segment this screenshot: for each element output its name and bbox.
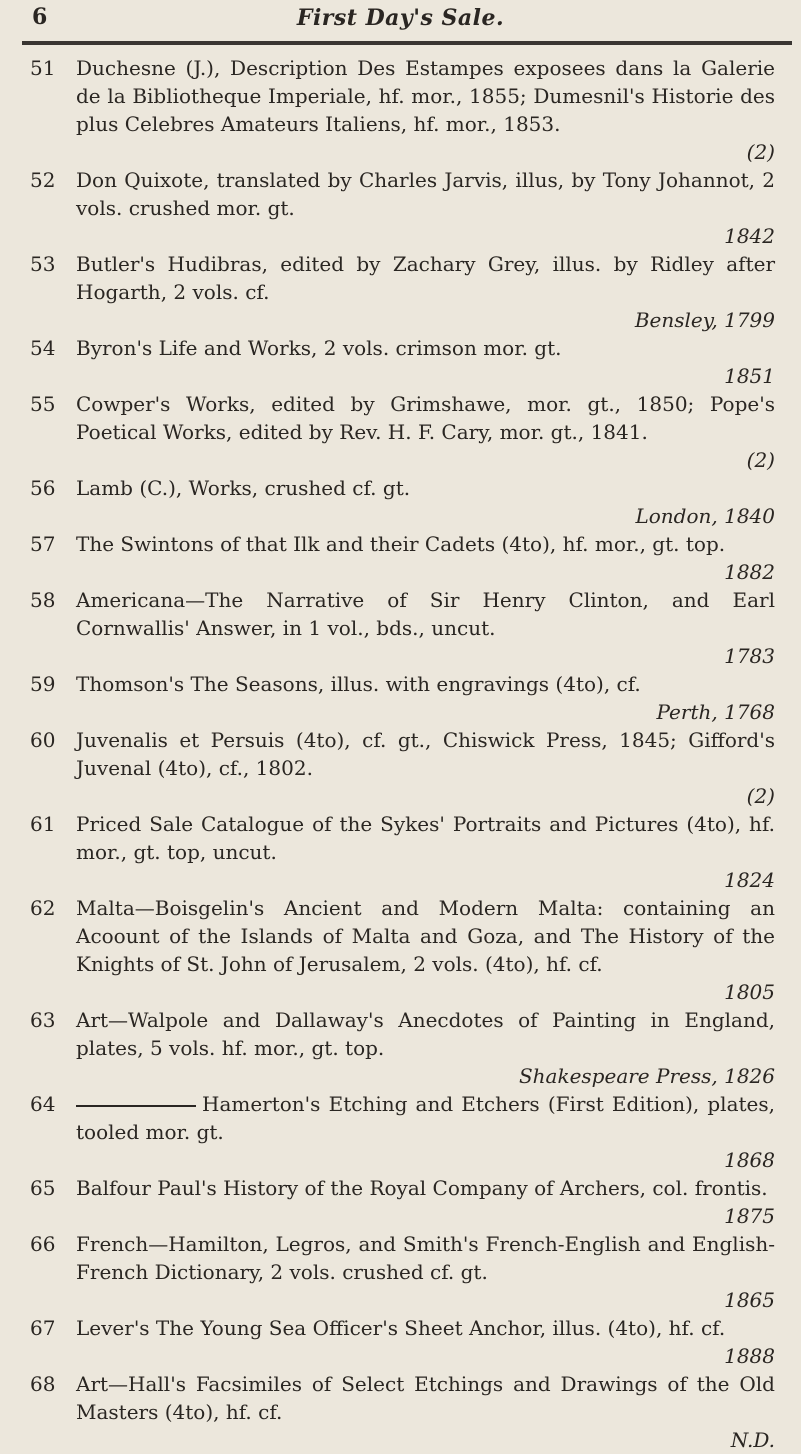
lot-number: 53 <box>30 252 56 276</box>
lot-entry <box>0 670 801 726</box>
lot-imprint: London, 1840 <box>635 504 775 528</box>
page-header <box>0 2 801 42</box>
lot-description: Cowper's Works, edited by Grimshawe, mor. gt., 1850; Pope's Poetical Works, edited by Rev. H. F. Cary, mor. gt., 1841. <box>76 392 775 444</box>
lot-number: 55 <box>30 392 56 416</box>
lot-imprint: Bensley, 1799 <box>634 308 775 332</box>
lot-imprint: Perth, 1768 <box>656 700 775 724</box>
lot-imprint: (2) <box>746 784 775 808</box>
lot-description: Byron's Life and Works, 2 vols. crimson mor. gt. <box>76 336 562 360</box>
lot-description: The Swintons of that Ilk and their Cadets (4to), hf. mor., gt. top. <box>76 532 726 556</box>
lot-number: 62 <box>30 896 56 920</box>
lot-description: Priced Sale Catalogue of the Sykes' Portraits and Pictures (4to), hf. mor., gt. top, uncut. <box>76 812 775 864</box>
lot-description: Duchesne (J.), Description Des Estampes exposees dans la Galerie de la Bibliotheque Imperiale, hf. mor., 1855; Dumesnil's Historie des plus Celebres Amateurs Italiens, hf. mor., 1853. <box>76 56 775 136</box>
lot-number: 59 <box>30 672 56 696</box>
lot-description: Balfour Paul's History of the Royal Company of Archers, col. frontis. <box>76 1176 768 1200</box>
lot-imprint: (2) <box>746 140 775 164</box>
lot-entry <box>0 166 801 250</box>
lot-entry <box>0 1006 801 1090</box>
page-number: 6 <box>32 4 48 30</box>
lot-entry <box>0 334 801 390</box>
lot-imprint: 1842 <box>724 224 775 248</box>
lot-entry <box>0 474 801 530</box>
lot-imprint: 1824 <box>724 868 775 892</box>
lot-entry <box>0 1230 801 1314</box>
running-title: First Day's Sale. <box>296 5 505 31</box>
lot-entry <box>0 1174 801 1230</box>
lot-description: Lever's The Young Sea Officer's Sheet Anchor, illus. (4to), hf. cf. <box>76 1316 726 1340</box>
lot-imprint: 1783 <box>724 644 775 668</box>
lot-imprint: Shakespeare Press, 1826 <box>518 1064 775 1088</box>
lot-entry <box>0 54 801 166</box>
ditto-dash <box>76 1105 196 1107</box>
lot-imprint: 1882 <box>724 560 775 584</box>
lot-imprint: 1851 <box>724 364 775 388</box>
lot-imprint: 1868 <box>724 1148 775 1172</box>
lot-entry <box>0 726 801 810</box>
lot-entry <box>0 1314 801 1370</box>
lot-number: 57 <box>30 532 56 556</box>
lot-description: Juvenalis et Persuis (4to), cf. gt., Chiswick Press, 1845; Gifford's Juvenal (4to), cf., 1802. <box>76 728 775 780</box>
lot-description: Don Quixote, translated by Charles Jarvis, illus, by Tony Johannot, 2 vols. crushed mor. gt. <box>76 168 775 220</box>
lot-number: 60 <box>30 728 56 752</box>
lot-description: Malta—Boisgelin's Ancient and Modern Malta: containing an Acoount of the Islands of Malta and Goza, and The History of the Knights of St. John of Jerusalem, 2 vols. (4to), hf. cf. <box>76 896 775 976</box>
lot-imprint: (2) <box>746 448 775 472</box>
lot-list <box>0 54 801 1454</box>
lot-number: 56 <box>30 476 56 500</box>
lot-description: Butler's Hudibras, edited by Zachary Grey, illus. by Ridley after Hogarth, 2 vols. cf. <box>76 252 775 304</box>
lot-description: Americana—The Narrative of Sir Henry Clinton, and Earl Cornwallis' Answer, in 1 vol., bds., uncut. <box>76 588 775 640</box>
lot-imprint: 1875 <box>724 1204 775 1228</box>
lot-description: Thomson's The Seasons, illus. with engravings (4to), cf. <box>76 672 641 696</box>
lot-number: 66 <box>30 1232 56 1256</box>
lot-number: 65 <box>30 1176 56 1200</box>
lot-number: 58 <box>30 588 56 612</box>
lot-imprint: N.D. <box>730 1428 775 1452</box>
lot-imprint: 1888 <box>724 1344 775 1368</box>
lot-number: 51 <box>30 56 56 80</box>
lot-entry <box>0 810 801 894</box>
lot-entry <box>0 1090 801 1174</box>
lot-entry <box>0 586 801 670</box>
lot-number: 54 <box>30 336 56 360</box>
lot-description: Art—Hall's Facsimiles of Select Etchings and Drawings of the Old Masters (4to), hf. cf. <box>76 1372 775 1424</box>
lot-entry <box>0 530 801 586</box>
header-rule <box>22 41 792 45</box>
lot-imprint: 1865 <box>724 1288 775 1312</box>
lot-number: 52 <box>30 168 56 192</box>
lot-number: 67 <box>30 1316 56 1340</box>
lot-number: 68 <box>30 1372 56 1396</box>
lot-entry <box>0 250 801 334</box>
lot-number: 61 <box>30 812 56 836</box>
lot-description: Art—Walpole and Dallaway's Anecdotes of Painting in England, plates, 5 vols. hf. mor., gt. top. <box>76 1008 775 1060</box>
lot-description: Lamb (C.), Works, crushed cf. gt. <box>76 476 411 500</box>
lot-description: Hamerton's Etching and Etchers (First Edition), plates, tooled mor. gt. <box>76 1092 775 1144</box>
lot-number: 63 <box>30 1008 56 1032</box>
lot-entry <box>0 390 801 474</box>
lot-number: 64 <box>30 1092 56 1116</box>
lot-entry <box>0 1370 801 1454</box>
lot-imprint: 1805 <box>724 980 775 1004</box>
lot-entry <box>0 894 801 1006</box>
lot-description: French—Hamilton, Legros, and Smith's French-English and English-French Dictionary, 2 vols. crushed cf. gt. <box>76 1232 775 1284</box>
